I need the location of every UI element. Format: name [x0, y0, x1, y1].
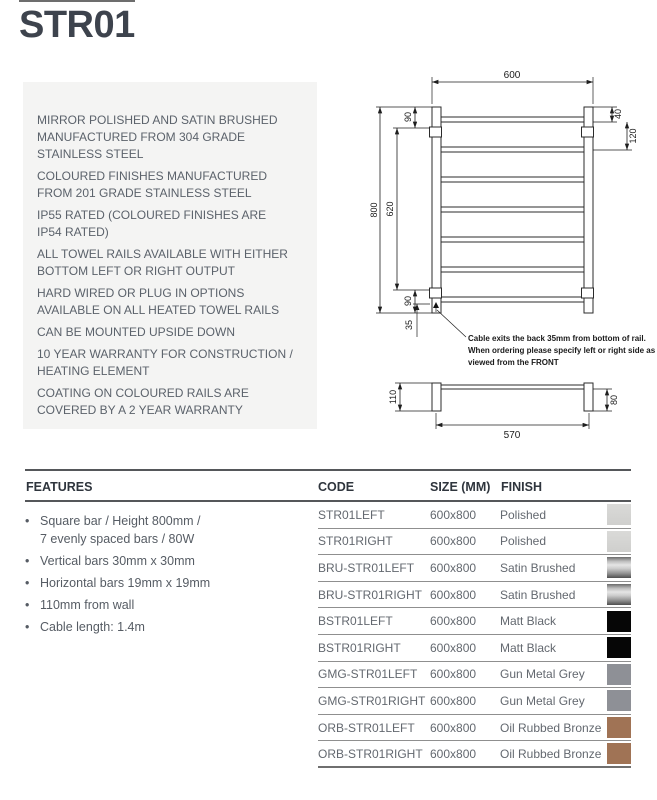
- cable-note-line: viewed from the FRONT: [468, 358, 559, 367]
- feature-item: [25, 618, 255, 636]
- finish-swatch: [607, 743, 631, 764]
- info-paragraph: HARD WIRED OR PLUG IN OPTIONS AVAILABLE ON ALL HEATED TOWEL RAILS: [37, 286, 280, 317]
- cell-finish: Gun Metal Grey: [500, 667, 585, 682]
- cell-code: GMG-STR01LEFT: [318, 667, 418, 682]
- table-row: [318, 529, 631, 556]
- finish-swatch: [607, 531, 631, 552]
- dim-width-600: 600: [503, 70, 521, 81]
- dim-cable-35: 35: [404, 319, 414, 331]
- cell-finish: Matt Black: [500, 640, 557, 655]
- finish-swatch: [607, 664, 631, 685]
- cell-code: ORB-STR01LEFT: [318, 720, 415, 735]
- cell-finish: Oil Rubbed Bronze: [500, 746, 602, 761]
- table-row: [318, 662, 631, 689]
- table-row: [318, 635, 631, 662]
- dim-first-gap-120: 120: [628, 128, 638, 144]
- dim-depth-110: 110: [388, 389, 398, 405]
- feature-text: 110mm from wall: [40, 598, 135, 612]
- bracket-bottom-right: [582, 288, 594, 298]
- bullet-icon: •: [25, 554, 30, 568]
- table-row: [318, 582, 631, 609]
- finish-swatch: [607, 637, 631, 658]
- cell-size: 600x800: [430, 667, 477, 682]
- technical-drawing: [360, 60, 657, 460]
- cable-note-line: When ordering please specify left or right side as: [468, 346, 656, 355]
- cell-size: 600x800: [430, 560, 477, 575]
- feature-text: Cable length: 1.4m: [40, 620, 145, 634]
- cell-size: 600x800: [430, 693, 477, 708]
- cable-note-line: Cable exits the back 35mm from bottom of rail.: [468, 334, 646, 343]
- column-header-features: FEATURES: [26, 480, 93, 494]
- cell-finish: Polished: [500, 507, 547, 522]
- feature-text: Horizontal bars 19mm x 19mm: [40, 576, 211, 590]
- info-paragraph: IP55 RATED (COLOURED FINISHES ARE IP54 RATED): [37, 208, 267, 239]
- column-header-code: CODE: [318, 480, 355, 494]
- finish-swatch: [607, 504, 631, 525]
- bullet-icon: •: [25, 620, 30, 634]
- finish-swatch: [607, 557, 631, 578]
- info-paragraph: COATING ON COLOURED RAILS ARE COVERED BY A 2 YEAR WARRANTY: [37, 386, 249, 417]
- dim-height-800: 800: [369, 202, 379, 218]
- table-row: [318, 555, 631, 582]
- feature-item: [25, 574, 255, 592]
- dim-inner-620: 620: [385, 201, 395, 217]
- table-top-rule: [25, 469, 631, 471]
- finish-swatch: [607, 690, 631, 711]
- cell-size: 600x800: [430, 507, 477, 522]
- cell-code: BSTR01RIGHT: [318, 640, 401, 655]
- column-header-finish: FINISH: [501, 480, 542, 494]
- cell-finish: Polished: [500, 534, 547, 549]
- features-list: [25, 512, 255, 640]
- front-view: [369, 70, 656, 367]
- cell-size: 600x800: [430, 614, 477, 629]
- dim-top-offset-90: 90: [403, 111, 413, 123]
- cell-size: 600x800: [430, 720, 477, 735]
- plan-view: [388, 383, 619, 441]
- info-paragraph: ALL TOWEL RAILS AVAILABLE WITH EITHER BOTTOM LEFT OR RIGHT OUTPUT: [37, 247, 288, 278]
- finish-swatch: [607, 717, 631, 738]
- cell-code: GMG-STR01RIGHT: [318, 693, 426, 708]
- cell-finish: Matt Black: [500, 614, 557, 629]
- cell-finish: Satin Brushed: [500, 560, 576, 575]
- table-row: [318, 715, 631, 742]
- info-paragraph: CAN BE MOUNTED UPSIDE DOWN: [37, 325, 236, 339]
- cell-code: ORB-STR01RIGHT: [318, 746, 423, 761]
- info-paragraph: COLOURED FINISHES MANUFACTURED FROM 201 GRADE STAINLESS STEEL: [37, 169, 268, 200]
- dim-bottom-offset-90: 90: [403, 295, 413, 307]
- table-row: [318, 502, 631, 529]
- column-header-size: SIZE (MM): [430, 480, 491, 494]
- dim-top-gap-40: 40: [613, 108, 623, 120]
- cell-size: 600x800: [430, 587, 477, 602]
- cell-code: STR01RIGHT: [318, 534, 393, 549]
- feature-text: Vertical bars 30mm x 30mm: [40, 554, 195, 568]
- product-table: [318, 502, 631, 768]
- cell-finish: Oil Rubbed Bronze: [500, 720, 602, 735]
- product-info-box: [23, 82, 317, 429]
- cell-code: BRU-STR01RIGHT: [318, 587, 423, 602]
- finish-swatch: [607, 584, 631, 605]
- cell-size: 600x800: [430, 746, 477, 761]
- bracket-bottom-left: [430, 288, 442, 298]
- bullet-icon: •: [25, 576, 30, 590]
- feature-item: [25, 552, 255, 570]
- table-row: [318, 741, 631, 768]
- bracket-top-left: [430, 127, 442, 137]
- bullet-icon: •: [25, 598, 30, 612]
- cell-size: 600x800: [430, 534, 477, 549]
- table-row: [318, 688, 631, 715]
- finish-swatch: [607, 611, 631, 632]
- bullet-icon: •: [25, 514, 30, 528]
- feature-item: [25, 596, 255, 614]
- bracket-top-right: [582, 127, 594, 137]
- feature-text: Square bar / Height 800mm / 7 evenly spaced bars / 80W: [40, 514, 201, 546]
- cell-size: 600x800: [430, 640, 477, 655]
- top-divider: [19, 0, 135, 2]
- cell-finish: Satin Brushed: [500, 587, 576, 602]
- feature-item: [25, 512, 255, 548]
- dim-width-570: 570: [503, 430, 521, 441]
- cell-finish: Gun Metal Grey: [500, 693, 585, 708]
- cell-code: BRU-STR01LEFT: [318, 560, 415, 575]
- info-paragraph: MIRROR POLISHED AND SATIN BRUSHED MANUFACTURED FROM 304 GRADE STAINLESS STEEL: [37, 113, 278, 161]
- cell-code: BSTR01LEFT: [318, 614, 393, 629]
- page-title: STR01: [19, 4, 135, 46]
- info-paragraph: 10 YEAR WARRANTY FOR CONSTRUCTION / HEATING ELEMENT: [37, 347, 293, 378]
- table-row: [318, 608, 631, 635]
- dim-bar-height-80: 80: [609, 394, 619, 406]
- cell-code: STR01LEFT: [318, 507, 385, 522]
